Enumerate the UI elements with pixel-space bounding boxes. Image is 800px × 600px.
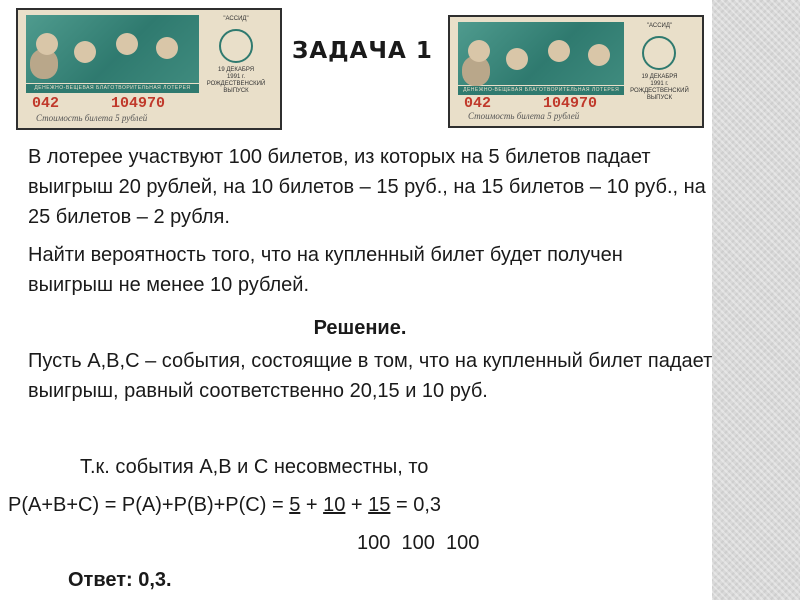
answer-line: Ответ: 0,3. bbox=[68, 569, 172, 591]
child-face bbox=[548, 40, 570, 62]
ticket-date: 19 ДЕКАБРЯ bbox=[217, 67, 255, 73]
formula-denominators: 100 100 100 bbox=[357, 532, 480, 554]
ticket-issue: РОЖДЕСТВЕНСКИЙ ВЫПУСК bbox=[206, 81, 266, 94]
formula-result: = 0,3 bbox=[390, 494, 442, 516]
solution-events-definition: Пусть А,В,С – события, состоящие в том, что на купленный билет падает выигрыш, равный соответственно 20,15 и 10 руб. bbox=[28, 350, 713, 402]
problem-statement: В лотерее участвуют 100 билетов, из которых на 5 билетов падает выигрыш 20 рублей, на 10 билетов – 15 руб., на 15 билетов – 10 руб., на 25 билетов – 2 рубля. bbox=[28, 146, 706, 228]
lottery-ticket-image-left bbox=[16, 8, 282, 130]
ticket-number-row bbox=[464, 95, 597, 112]
ticket-children-picture bbox=[26, 15, 199, 83]
child-face bbox=[74, 41, 96, 63]
plus-sign: + bbox=[300, 494, 324, 516]
child-face bbox=[156, 37, 178, 59]
ticket-number-row bbox=[32, 95, 165, 112]
ticket-issue: РОЖДЕСТВЕНСКИЙ ВЫПУСК bbox=[630, 88, 689, 101]
ticket-org: "АССИД" bbox=[223, 16, 249, 22]
ticket-script: Стоимость билета 5 рублей bbox=[468, 111, 580, 121]
numerator-15: 15 bbox=[368, 494, 391, 516]
ticket-serial: 104970 bbox=[111, 94, 166, 112]
ticket-date: 19 ДЕКАБРЯ bbox=[641, 74, 678, 80]
ticket-emblem-icon bbox=[642, 36, 676, 70]
ticket-org: "АССИД" bbox=[646, 23, 673, 29]
ticket-serial: 104970 bbox=[543, 95, 598, 113]
solution-incompatibility-note: Т.к. события А,В и С несовместны, то bbox=[80, 456, 429, 478]
child-face bbox=[588, 44, 610, 66]
ticket-number: 042 bbox=[32, 94, 60, 112]
probability-formula bbox=[8, 490, 441, 520]
child-face bbox=[468, 40, 490, 62]
slide-title: ЗАДАЧА 1 bbox=[292, 38, 433, 64]
ticket-number: 042 bbox=[464, 95, 492, 113]
lottery-ticket-image-right bbox=[448, 15, 704, 128]
ticket-children-picture bbox=[458, 22, 624, 85]
ticket-side-info bbox=[623, 23, 696, 117]
child-face bbox=[116, 33, 138, 55]
ticket-band-text: ДЕНЕЖНО-ВЕЩЕВАЯ БЛАГОТВОРИТЕЛЬНАЯ ЛОТЕРЕЯ bbox=[458, 86, 624, 95]
problem-question: Найти вероятность того, что на купленный билет будет получен выигрыш не менее 10 рублей. bbox=[28, 244, 623, 296]
plus-sign: + bbox=[345, 494, 369, 516]
ticket-emblem-icon bbox=[219, 29, 253, 63]
ticket-year: 1991 г. bbox=[226, 74, 246, 80]
numerator-10: 10 bbox=[323, 494, 346, 516]
ticket-year: 1991 г. bbox=[650, 81, 669, 87]
ticket-band-text: ДЕНЕЖНО-ВЕЩЕВАЯ БЛАГОТВОРИТЕЛЬНАЯ ЛОТЕРЕЯ bbox=[26, 84, 199, 93]
formula-lhs: Р(А+В+С) = Р(А)+Р(В)+Р(С) = bbox=[8, 494, 290, 516]
ticket-script: Стоимость билета 5 рублей bbox=[36, 113, 148, 123]
ticket-side-info bbox=[198, 16, 274, 117]
numerator-5: 5 bbox=[289, 494, 301, 516]
decorative-side-stripe bbox=[712, 0, 800, 600]
child-face bbox=[506, 48, 528, 70]
child-face bbox=[36, 33, 58, 55]
solution-heading: Решение. bbox=[313, 317, 407, 339]
